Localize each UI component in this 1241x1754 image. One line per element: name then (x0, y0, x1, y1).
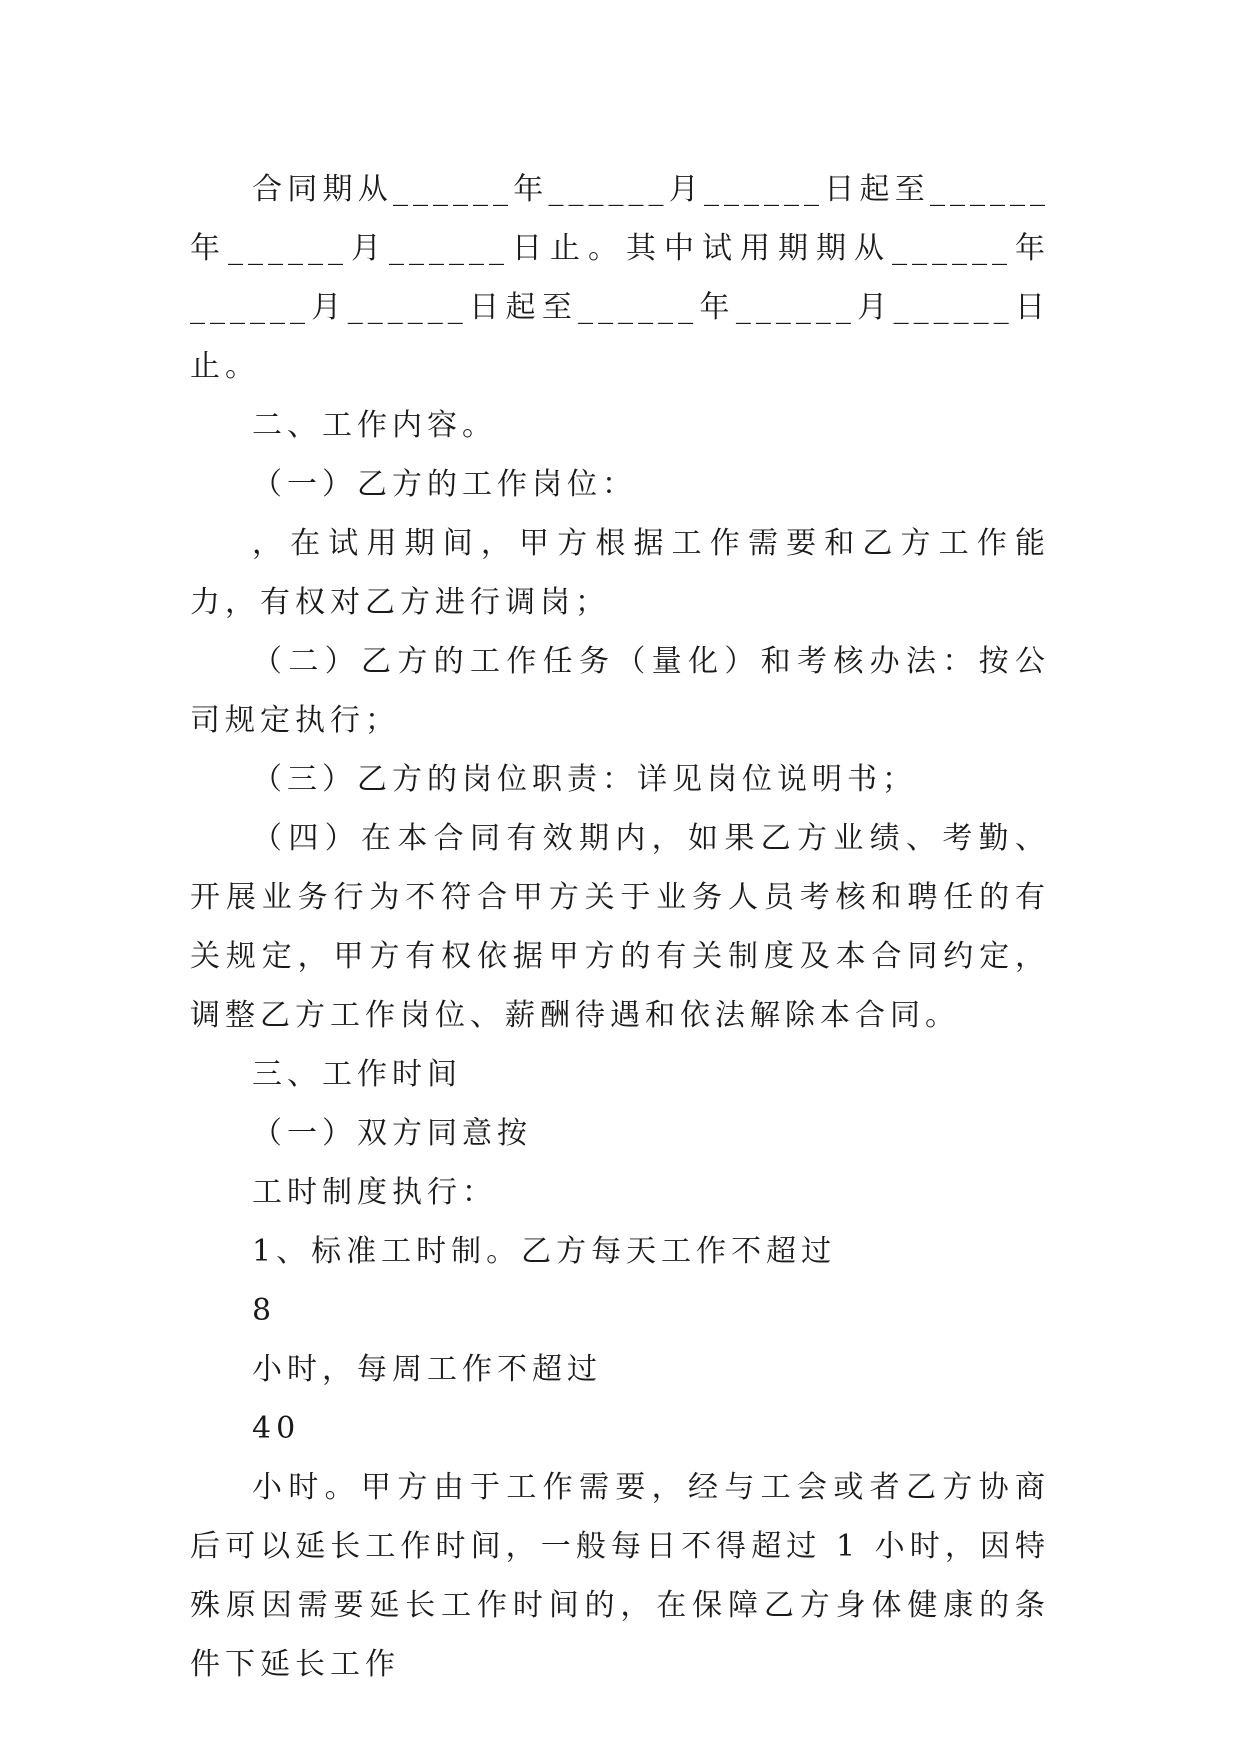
clause-job-position: （一）乙方的工作岗位： (252, 467, 637, 502)
clause-working-hours-system: 工时制度执行： (252, 1175, 497, 1210)
clause-adjustment: （四）在本合同有效期内，如果乙方业绩、考勤、开展业务行为不符合甲方关于业务人员考核和聘任的有关规定，甲方有权依据甲方的有关制度及本合同约定，调整乙方工作岗位、薪酬待遇和依法解除本合同。 (190, 821, 1050, 1033)
overtime-paragraph: 小时。甲方由于工作需要，经与工会或者乙方协商后可以延长工作时间，一般每日不得超过 1 小时，因特殊原因需要延长工作时间的，在保障乙方身体健康的条件下延长工作 (190, 1470, 1050, 1682)
contract-period-paragraph: 合同期从______年______月______日起至______年______月______日止。其中试用期期从______年______月______日起至______年______月______日止。 (190, 172, 1050, 384)
contract-text (190, 160, 1050, 1694)
clause-probation-transfer: ，在试用期间，甲方根据工作需要和乙方工作能力，有权对乙方进行调岗； (190, 526, 1050, 620)
weekly-hours-line: 小时，每周工作不超过 (252, 1352, 602, 1387)
section-heading-work-time: 三、工作时间 (252, 1057, 462, 1092)
clause-work-tasks: （二）乙方的工作任务（量化）和考核办法：按公司规定执行； (190, 644, 1050, 738)
section-heading-work-content: 二、工作内容。 (252, 408, 497, 443)
clause-job-duties: （三）乙方的岗位职责：详见岗位说明书； (252, 762, 917, 797)
daily-hours-value: 8 (252, 1293, 277, 1328)
standard-hours-line: 1、标准工时制。乙方每天工作不超过 (252, 1234, 837, 1269)
weekly-hours-value: 40 (252, 1411, 301, 1446)
clause-working-hours-agreement: （一）双方同意按 (252, 1116, 532, 1151)
